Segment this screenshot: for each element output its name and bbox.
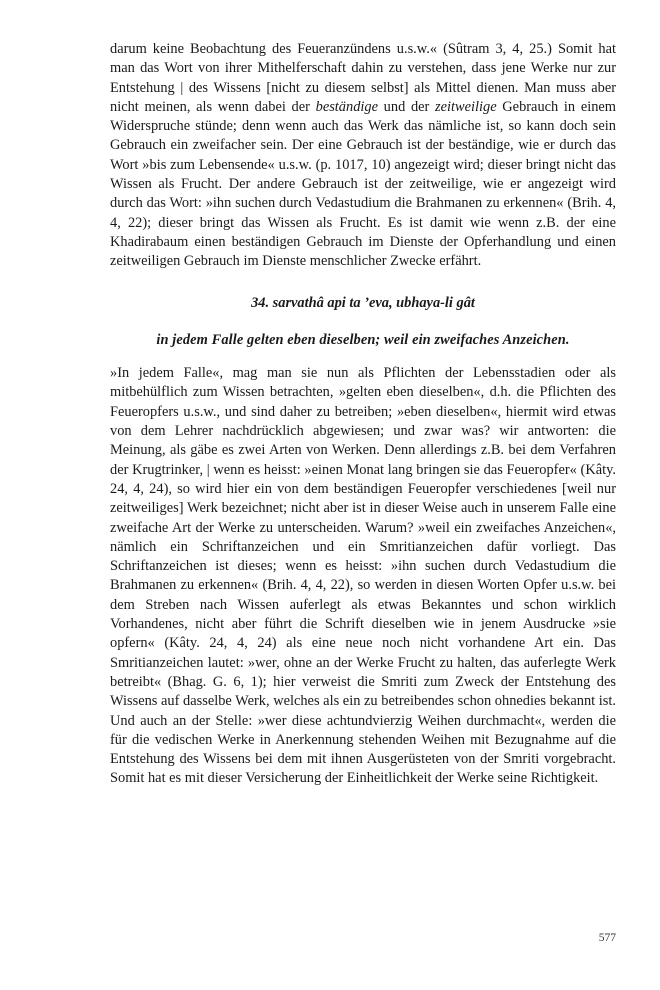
emphasis-bestaendige: beständige <box>315 98 378 115</box>
page-number: 577 <box>598 932 616 944</box>
commentary-paragraph: »In jedem Falle«, mag man sie nun als Pflichten der Lebensstadien oder als mitbehülflich zum Wissen betrachten, »gelten eben dieselben«, d.h. die Pflichten des Feueropfers u.s.w., und sind daher zu betreiben; »eben dieselben«, hiermit wird etwas von dem Lehrer nachdrücklich abgewiesen; und zwar was? wir antworten: die Meinung, als gäbe es zwei Arten von Werken. Denn allerdings z.B. bei dem Verfahren der Krugtrinker, | wenn es heisst: »einen Monat lang bringen sie das Feueropfer« (Kâty. 24, 4, 24), so wird hier ein von dem beständigen Feueropfer verschiedenes [weil nur zeitweiliges] Werk bezeichnet; nicht aber ist in dieser Weise auch in unserem Falle eine zweifache Art der Werke zu unterscheiden. Warum? »weil ein zweifaches Anzeichen«, nämlich ein Schriftanzeichen und ein Smritianzeichen dafür vorliegt. Das Schriftanzeichen ist dieses; wenn es heisst: »ihn suchen durch Vedastudium die Brahmanen zu erkennen« (Brih. 4, 4, 22), so werden in diesen Worten Opfer u.s.w. bei dem Streben nach Wissen auferlegt als etwas Bekanntes und schon wirklich Vorhandenes, nicht aber führt die Schrift dieselben wie in jenem Ausdrucke »sie opfern« (Kâty. 24, 4, 24) als eine neue noch nicht vorhandene Art ein. Das Smritianzeichen lautet: »wer, ohne an der Werke Frucht zu halten, das auferlegte Werk betreibt« (Bhag. G. 6, 1); hier verweist die Smriti zum Zweck der Entstehung des Wissens auf dasselbe Werk, welches als ein zu betreibendes schon ohnedies bekannt ist. Und auch an der Stelle: »wer diese achtundvierzig Weihen durchmacht«, werden die für die vedischen Werke in Anerkennung stehenden Weihen mit Bezugnahme auf die Entstehung des Wissens bei dem mit ihnen Ausgerüsteten von der Smriti vorgebracht. Somit hat es mit dieser Versicherung der Einheitlichkeit der Werke seine Richtigkeit. <box>110 365 616 787</box>
sutra-heading: 34. sarvathâ api ta ’eva, ubhaya-li gât <box>251 294 475 311</box>
paragraph-1-text-b: und der <box>377 98 436 115</box>
sutra-translation: in jedem Falle gelten eben dieselben; weil ein zweifaches Anzeichen. <box>156 331 570 348</box>
paragraph-1-text-a: darum keine Beobachtung des Feueranzündens u.s.w.« (Sûtram 3, 4, 25.) Somit hat man das Wort von ihrer Mithelferschaft dahin zu verstehen, dass jene Werke nur zur Entstehung | des Wissens [nicht zu diesem selbst] als Mittel dienen. Man muss aber nicht meinen, als wenn dabei der <box>110 41 616 115</box>
paragraph-continuation <box>110 40 616 272</box>
paragraph-1-text-c: Gebrauch in einem Widerspruche stünde; denn wenn auch das Werk das nämliche ist, so kann doch sein Gebrauch ein zweifacher sein. Der eine Gebrauch ist der beständige, wie er durch das Wort »bis zum Lebensende« u.s.w. (p. 1017, 10) angezeigt wird; dieser bringt nicht das Wissen als Frucht. Der andere Gebrauch ist der zeitweilige, wie er angezeigt wird durch das Wort: »ihn suchen durch Vedastudium die Brahmanen zu erkennen« (Brih. 4, 4, 22); dieser bringt das Wissen als Frucht. Es ist damit wie wenn z.B. der eine Khadirabaum einen beständigen Gebrauch im Dienste der Opferhandlung und einen zeitweiligen Gebrauch im Dienste menschlicher Zwecke erfährt. <box>110 98 616 270</box>
page-body <box>110 40 616 789</box>
emphasis-zeitweilige: zeitweilige <box>435 98 497 115</box>
